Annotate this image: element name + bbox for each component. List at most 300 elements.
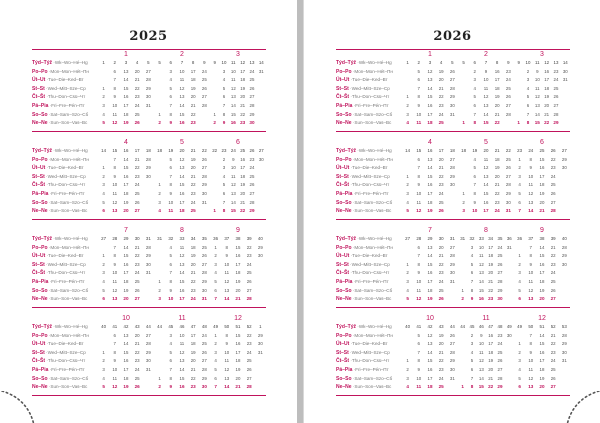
day-row	[514, 68, 570, 77]
month-number: 1	[428, 51, 432, 58]
day-cell: 9	[169, 287, 172, 293]
weekday-names: ·Sun–Son–Vas–Вс	[47, 208, 88, 214]
day-cell: 5	[417, 332, 420, 338]
day-cell: 10	[534, 77, 540, 83]
day-cell	[559, 173, 570, 182]
day-cell	[199, 111, 210, 120]
day-cell: 9	[169, 120, 173, 126]
day-cell: 11	[168, 208, 174, 214]
day-cell: 27	[145, 68, 151, 74]
week-number: 52	[246, 324, 252, 329]
day-cell: 3	[102, 366, 105, 372]
day-cell: 26	[201, 349, 207, 355]
day-cell: 14	[123, 77, 129, 83]
day-cell: 25	[249, 173, 255, 179]
day-cell: 23	[190, 287, 196, 293]
day-cell: 17	[123, 182, 129, 188]
day-cell	[505, 349, 514, 358]
day-cell: 5	[102, 384, 105, 390]
sunday-row	[514, 207, 570, 216]
day-cell: 1	[461, 287, 464, 293]
weekday-label	[32, 252, 98, 261]
day-cell: 6	[473, 102, 476, 108]
day-cell: 14	[427, 253, 433, 259]
day-cell: 20	[190, 358, 196, 364]
day-cell	[257, 102, 266, 111]
day-cell: 1	[214, 244, 217, 250]
day-cell: 30	[561, 165, 567, 171]
page-corner-arc	[0, 391, 40, 423]
day-cell: 9	[529, 165, 532, 171]
week-number: 24	[528, 148, 534, 153]
day-cell: 17	[483, 208, 489, 214]
day-row	[98, 111, 154, 120]
week-number: 48	[201, 324, 207, 329]
day-cell	[514, 68, 523, 77]
month-grid	[402, 226, 458, 304]
day-row	[154, 199, 210, 208]
day-row	[98, 252, 154, 261]
day-cell: 20	[190, 261, 196, 267]
day-cell	[458, 269, 467, 278]
week-number: 11	[231, 60, 236, 65]
day-cell: 16	[544, 68, 550, 74]
day-cell: 26	[134, 199, 140, 205]
day-cell	[561, 119, 570, 128]
month-grid	[514, 314, 570, 392]
weekday-abbrev: Týd–Týž	[336, 236, 357, 242]
weekday-abbrev: Út–Ut	[32, 341, 46, 348]
day-cell	[143, 295, 154, 304]
day-cell	[143, 383, 154, 392]
day-cell: 14	[478, 375, 484, 381]
day-row	[514, 173, 570, 182]
day-cell	[154, 164, 165, 173]
week-number: 10	[525, 60, 531, 65]
week-numbers-row	[210, 235, 266, 244]
day-cell: 21	[190, 102, 196, 108]
day-cell	[559, 269, 570, 278]
day-cell	[98, 244, 109, 253]
week-number: 28	[112, 236, 118, 241]
quarter-block	[336, 50, 570, 132]
day-cell: 5	[222, 85, 226, 91]
day-row	[210, 181, 266, 190]
day-cell: 27	[249, 190, 255, 196]
weekday-abbrev: Po–Po	[336, 68, 352, 75]
day-cell: 18	[539, 366, 545, 372]
weekday-names: ·Wk–Wo–Hé–Hg	[356, 324, 392, 329]
quarter-rule	[32, 219, 266, 220]
day-cell	[210, 93, 219, 102]
day-cell	[505, 278, 514, 287]
day-cell: 13	[534, 102, 540, 108]
week-number: 27	[561, 148, 567, 153]
weekday-abbrev: St–St	[336, 173, 349, 180]
day-cell: 29	[201, 278, 207, 284]
day-cell: 18	[539, 278, 545, 284]
day-row	[154, 244, 210, 253]
week-number: 27	[101, 236, 107, 241]
weekday-names: ·Wk–Wo–Hé–Hg	[52, 60, 88, 65]
day-cell: 18	[539, 182, 545, 188]
day-cell: 15	[123, 85, 129, 91]
day-cell: 4	[102, 190, 105, 196]
day-row	[154, 85, 210, 94]
sunday-row	[458, 119, 514, 128]
day-cell: 18	[123, 375, 129, 381]
day-cell: 16	[240, 156, 246, 162]
day-row	[402, 357, 458, 366]
week-number: 29	[123, 236, 129, 241]
day-row	[458, 349, 514, 358]
day-row	[98, 332, 154, 341]
week-number: 2	[113, 60, 116, 65]
day-cell: 3	[214, 349, 217, 355]
day-cell: 27	[553, 102, 559, 108]
week-number: 52	[550, 324, 556, 329]
day-cell	[458, 278, 467, 287]
day-cell: 25	[497, 349, 503, 355]
day-row	[514, 269, 570, 278]
sunday-row	[514, 295, 570, 304]
sunday-row	[98, 119, 154, 128]
month-grid	[402, 50, 458, 128]
day-cell: 31	[449, 111, 455, 117]
week-number: 25	[240, 148, 246, 153]
day-row	[154, 156, 210, 165]
day-cell: 14	[534, 111, 540, 117]
day-cell: 17	[539, 358, 545, 364]
weekday-names: ·Wed–Mitt–Sze–Ср	[44, 85, 86, 91]
week-number: 50	[224, 324, 230, 329]
day-cell: 25	[438, 384, 444, 390]
weekday-labels	[336, 147, 402, 216]
weekday-names: ·Sun–Son–Vas–Вс	[351, 120, 392, 126]
day-cell: 24	[134, 366, 140, 372]
day-cell	[514, 102, 523, 111]
day-row	[98, 156, 154, 165]
day-cell: 28	[201, 366, 207, 372]
day-cell: 6	[417, 341, 420, 347]
day-cell: 29	[561, 156, 567, 162]
day-cell	[505, 295, 514, 304]
sunday-row	[210, 295, 266, 304]
day-row	[210, 332, 266, 341]
day-cell: 25	[249, 77, 255, 83]
week-number: 43	[438, 324, 444, 329]
day-cell: 19	[240, 85, 246, 91]
day-cell: 21	[488, 375, 494, 381]
weekday-label	[336, 207, 402, 216]
day-cell: 28	[449, 349, 455, 355]
day-cell: 13	[230, 190, 236, 196]
day-row	[154, 252, 210, 261]
day-cell: 25	[134, 190, 140, 196]
weekday-names: ·Mon–Mon–Hét–Пн	[47, 68, 89, 74]
day-cell	[514, 85, 523, 94]
day-cell: 12	[528, 375, 534, 381]
weekday-abbrev: Po–Po	[32, 244, 48, 251]
week-number: 33	[179, 236, 185, 241]
day-row	[402, 173, 458, 182]
day-cell: 9	[417, 366, 420, 372]
day-cell: 24	[438, 190, 444, 196]
day-row	[98, 357, 154, 366]
day-row	[402, 199, 458, 208]
week-number: 33	[478, 236, 484, 241]
weekday-abbrev: Út–Ut	[32, 77, 46, 84]
day-cell: 27	[249, 94, 255, 100]
day-cell: 8	[529, 156, 532, 162]
day-cell: 27	[550, 384, 556, 390]
week-numbers-row	[154, 235, 210, 244]
day-cell: 15	[179, 182, 185, 188]
day-cell: 31	[201, 199, 207, 205]
day-cell	[154, 76, 165, 85]
day-cell: 30	[145, 94, 151, 100]
day-cell: 19	[488, 261, 494, 267]
weekday-label	[336, 349, 402, 358]
day-cell: 17	[240, 68, 246, 74]
week-number: 2	[417, 60, 420, 65]
weekday-abbrev: So–So	[32, 199, 48, 206]
day-row	[402, 111, 458, 120]
month-grid	[98, 138, 154, 216]
weekday-names: ·Wk–Wo–Hé–Hg	[52, 324, 88, 329]
day-cell: 5	[214, 278, 217, 284]
day-cell: 12	[483, 94, 489, 100]
week-number-label	[32, 235, 98, 244]
day-cell: 30	[201, 287, 207, 293]
day-row	[514, 199, 570, 208]
week-number: 1	[102, 60, 105, 65]
day-cell: 27	[134, 296, 140, 302]
day-cell: 23	[190, 384, 196, 390]
day-row	[514, 190, 570, 199]
day-cell: 1	[158, 182, 161, 188]
weekday-label	[32, 199, 98, 208]
day-cell: 6	[526, 102, 530, 108]
day-cell: 13	[179, 358, 185, 364]
day-cell: 8	[169, 111, 172, 117]
weekday-abbrev: Čt–Št	[336, 270, 350, 277]
day-cell: 28	[449, 253, 455, 259]
day-row	[458, 181, 514, 190]
day-cell: 11	[179, 77, 185, 83]
day-cell: 22	[438, 173, 444, 179]
weekday-abbrev: Čt–Št	[32, 270, 46, 277]
day-cell: 21	[494, 111, 500, 117]
day-cell: 3	[518, 358, 521, 364]
day-cell	[210, 76, 219, 85]
day-cell	[255, 269, 266, 278]
day-row	[402, 278, 458, 287]
day-cell: 13	[427, 244, 433, 250]
day-cell: 14	[539, 244, 545, 250]
weekday-abbrev: St–St	[336, 85, 349, 92]
day-cell: 10	[416, 278, 422, 284]
weekday-names: ·Wed–Mitt–Sze–Ср	[348, 173, 390, 179]
day-cell: 31	[145, 366, 151, 372]
day-cell: 11	[416, 384, 422, 390]
day-cell	[458, 85, 469, 94]
weekday-names: ·Fri–Fre–Pén–Пт	[48, 190, 85, 196]
day-cell: 2	[462, 199, 465, 205]
day-cell: 18	[427, 384, 433, 390]
weekday-abbrev: St–St	[32, 173, 45, 180]
day-cell: 18	[179, 208, 185, 214]
day-cell	[210, 190, 219, 199]
day-cell: 21	[134, 341, 140, 347]
day-cell: 9	[169, 384, 173, 390]
day-cell: 7	[473, 182, 476, 188]
week-number: 49	[517, 324, 523, 329]
week-number: 18	[157, 148, 163, 153]
weekday-names: ·Mon–Mon–Hét–Пн	[351, 68, 393, 74]
week-number: 15	[112, 148, 118, 153]
day-cell: 26	[134, 384, 140, 390]
day-cell: 17	[123, 366, 129, 372]
month-grid	[514, 226, 570, 304]
day-cell: 25	[246, 358, 252, 364]
day-cell: 13	[478, 270, 484, 276]
day-cell: 5	[518, 375, 521, 381]
day-cell: 29	[561, 341, 567, 347]
day-cell: 14	[224, 384, 230, 390]
day-cell	[257, 181, 266, 190]
day-cell: 9	[480, 332, 483, 338]
week-numbers-row	[458, 59, 514, 68]
day-cell: 23	[134, 261, 140, 267]
day-cell	[143, 111, 154, 120]
week-number: 16	[427, 148, 433, 153]
month-grid	[98, 226, 154, 304]
day-cell: 23	[134, 173, 140, 179]
day-cell: 13	[483, 102, 489, 108]
day-cell: 4	[526, 85, 530, 91]
day-cell: 24	[497, 341, 503, 347]
day-cell: 11	[112, 278, 118, 284]
week-number: 31	[157, 236, 163, 241]
day-row	[458, 190, 514, 199]
weekday-names: ·Thu–Don–Csü–Чт	[45, 94, 86, 100]
day-cell: 30	[258, 156, 264, 162]
day-cell	[559, 199, 570, 208]
sunday-row	[458, 295, 514, 304]
day-row	[402, 85, 458, 94]
day-cell: 14	[427, 165, 433, 171]
day-cell: 15	[539, 341, 545, 347]
weekday-names: ·Sat–Sam–Szo–Сб	[47, 199, 89, 205]
day-row	[210, 156, 266, 165]
day-cell: 19	[235, 278, 241, 284]
day-cell: 11	[231, 77, 236, 83]
day-cell: 5	[470, 261, 474, 267]
week-number: 19	[472, 148, 478, 153]
day-cell: 5	[473, 165, 476, 171]
day-cell: 16	[494, 68, 500, 74]
weekday-label	[336, 85, 402, 94]
day-cell: 19	[539, 190, 545, 196]
day-cell	[505, 340, 514, 349]
day-cell: 5	[222, 182, 226, 188]
weekday-names: ·Sun–Son–Vas–Вс	[351, 384, 392, 390]
day-row	[154, 173, 210, 182]
day-cell	[98, 340, 109, 349]
day-cell: 24	[246, 261, 252, 267]
day-cell: 12	[179, 349, 185, 355]
day-cell: 4	[406, 287, 409, 293]
day-cell: 5	[102, 199, 105, 205]
day-cell: 22	[438, 94, 444, 100]
day-cell: 18	[190, 77, 196, 83]
day-cell: 12	[427, 68, 433, 74]
weekday-abbrev: Ne–Ne	[32, 120, 48, 127]
weekday-names: ·Tue–Die–Ked–Вт	[349, 253, 388, 259]
day-cell: 5	[169, 85, 172, 91]
month-number: 7	[124, 227, 128, 234]
day-cell: 19	[123, 199, 129, 205]
weekday-label	[336, 68, 402, 77]
week-number: 21	[190, 148, 196, 153]
weekday-abbrev: Ne–Ne	[336, 296, 352, 303]
day-cell: 25	[550, 278, 556, 284]
weekday-abbrev: Pá–Pia	[336, 278, 353, 285]
day-cell: 12	[224, 366, 230, 372]
day-cell: 23	[438, 366, 444, 372]
day-cell: 17	[190, 332, 196, 338]
day-cell: 29	[561, 253, 567, 259]
day-cell: 12	[112, 120, 118, 126]
day-cell: 11	[112, 375, 118, 381]
week-number: 7	[180, 60, 184, 65]
day-row	[210, 93, 266, 102]
day-cell: 12	[478, 358, 484, 364]
day-row	[458, 332, 514, 341]
day-cell: 16	[483, 199, 489, 205]
week-number: 13	[553, 60, 559, 65]
day-cell: 27	[449, 156, 455, 162]
week-number: 11	[535, 60, 540, 65]
sunday-row	[98, 295, 154, 304]
day-cell: 10	[230, 165, 236, 171]
day-cell: 8	[113, 165, 116, 171]
sunday-row	[402, 119, 458, 128]
day-cell: 19	[438, 332, 444, 338]
day-cell: 12	[112, 287, 118, 293]
day-row	[458, 156, 514, 165]
week-number: 44	[449, 324, 455, 329]
day-cell: 11	[535, 85, 540, 91]
day-cell: 16	[123, 261, 129, 267]
page-corner-arc	[561, 391, 600, 423]
day-cell: 30	[145, 173, 151, 179]
weekday-names: ·Wed–Mitt–Sze–Ср	[348, 261, 390, 267]
day-cell: 28	[249, 199, 255, 205]
day-cell: 4	[473, 156, 476, 162]
day-cell: 4	[518, 278, 521, 284]
day-row	[210, 164, 266, 173]
day-cell: 14	[224, 296, 230, 302]
week-numbers-row	[210, 59, 266, 68]
day-cell: 1	[406, 261, 409, 267]
day-cell: 26	[134, 120, 140, 126]
week-number: 27	[405, 236, 411, 241]
day-cell: 21	[550, 244, 556, 250]
day-row	[154, 287, 210, 296]
day-cell: 9	[529, 261, 532, 267]
